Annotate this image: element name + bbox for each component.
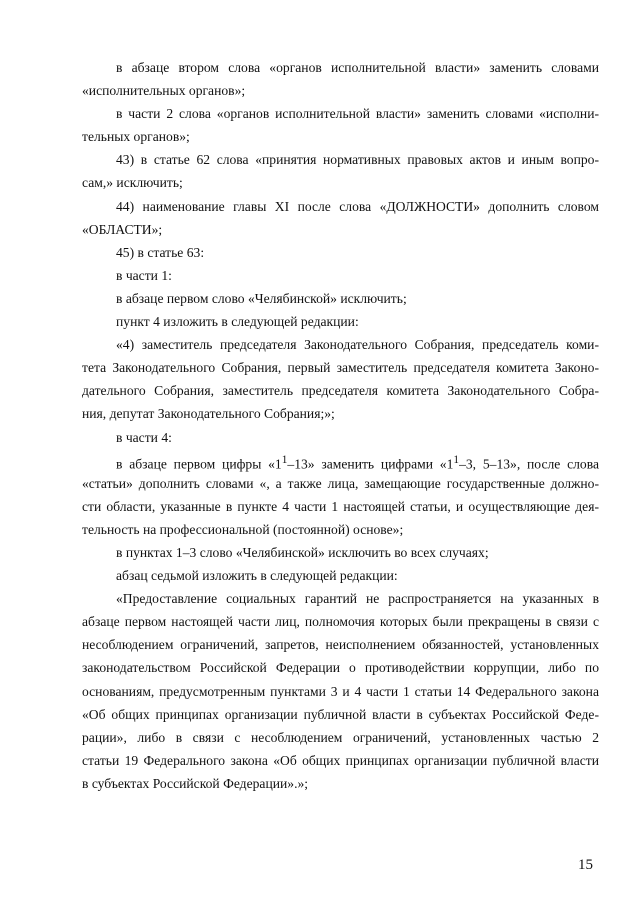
text-line-with-superscripts — [82, 449, 599, 472]
superscript: 1 — [281, 453, 288, 466]
text-line: дательного Собрания, заместитель председателя комитета Законодательного Собра- — [82, 383, 599, 399]
text-fragment: –13» заменить цифрами «1 — [287, 456, 454, 472]
text-line: тельных органов»; — [82, 129, 190, 145]
text-line: в части 4: — [116, 429, 172, 445]
text-line: рации», либо в связи с несоблюдением ограничений, установленных частью 2 — [82, 729, 599, 745]
text-line: тельность на профессиональной (постоянной) основе»; — [82, 521, 404, 537]
text-line: в абзаце первом слово «Челябинской» исключить; — [116, 290, 407, 306]
superscript: 1 — [453, 453, 460, 466]
text-line: в части 2 слова «органов исполнительной власти» заменить словами «исполни- — [116, 106, 599, 122]
text-line: «статьи» дополнить словами «, а также лица, замещающие государственные должно- — [82, 475, 599, 491]
text-line: абзац седьмой изложить в следующей редакции: — [116, 568, 398, 584]
text-line: 44) наименование главы XI после слова «ДОЛЖНОСТИ» дополнить словом — [116, 198, 599, 214]
page-number: 15 — [578, 857, 593, 873]
text-line: «ОБЛАСТИ»; — [82, 221, 163, 237]
text-line: «исполнительных органов»; — [82, 83, 246, 99]
text-line: в части 1: — [116, 267, 172, 283]
text-line: пункт 4 изложить в следующей редакции: — [116, 314, 359, 330]
text-line: в пунктах 1–3 слово «Челябинской» исключить во всех случаях; — [116, 544, 489, 560]
text-fragment: в абзаце первом цифры «1 — [116, 456, 282, 472]
text-line: в абзаце втором слова «органов исполнительной власти» заменить словами — [116, 60, 599, 75]
text-line: в субъектах Российской Федерации».»; — [82, 775, 309, 791]
text-line: законодательством Российской Федерации о противодействии коррупции, либо по — [82, 660, 599, 676]
text-line: ния, депутат Законодательного Собрания;»; — [82, 406, 335, 422]
text-line: «4) заместитель председателя Законодательного Собрания, председатель коми- — [116, 337, 599, 353]
text-line: 43) в статье 62 слова «принятия нормативных правовых актов и иным вопро- — [116, 152, 599, 168]
text-line: основаниям, предусмотренным пунктами 3 и 4 части 1 статьи 14 Федерального закона — [82, 683, 599, 699]
text-line: статьи 19 Федерального закона «Об общих принципах организации публичной власти — [82, 752, 599, 768]
text-line: сам,» исключить; — [82, 175, 183, 191]
text-line: «Предоставление социальных гарантий не распространяется на указанных в — [116, 591, 599, 607]
amendment-text — [82, 56, 599, 795]
text-line: 45) в статье 63: — [116, 244, 205, 260]
text-line: сти области, указанные в пункте 4 части 1 настоящей статьи, и осуществляющие дея- — [82, 498, 599, 514]
text-line: абзаце первом настоящей части лиц, полномочия которых были прекращены в связи с — [82, 614, 599, 630]
text-line: несоблюдением ограничений, запретов, неисполнением обязанностей, установленных — [82, 637, 599, 653]
text-fragment: –3, 5–13», после слова — [459, 456, 599, 472]
text-line: «Об общих принципах организации публичной власти в субъектах Российской Феде- — [82, 706, 599, 722]
text-line: тета Законодательного Собрания, первый заместитель председателя комитета Законо- — [82, 360, 599, 376]
